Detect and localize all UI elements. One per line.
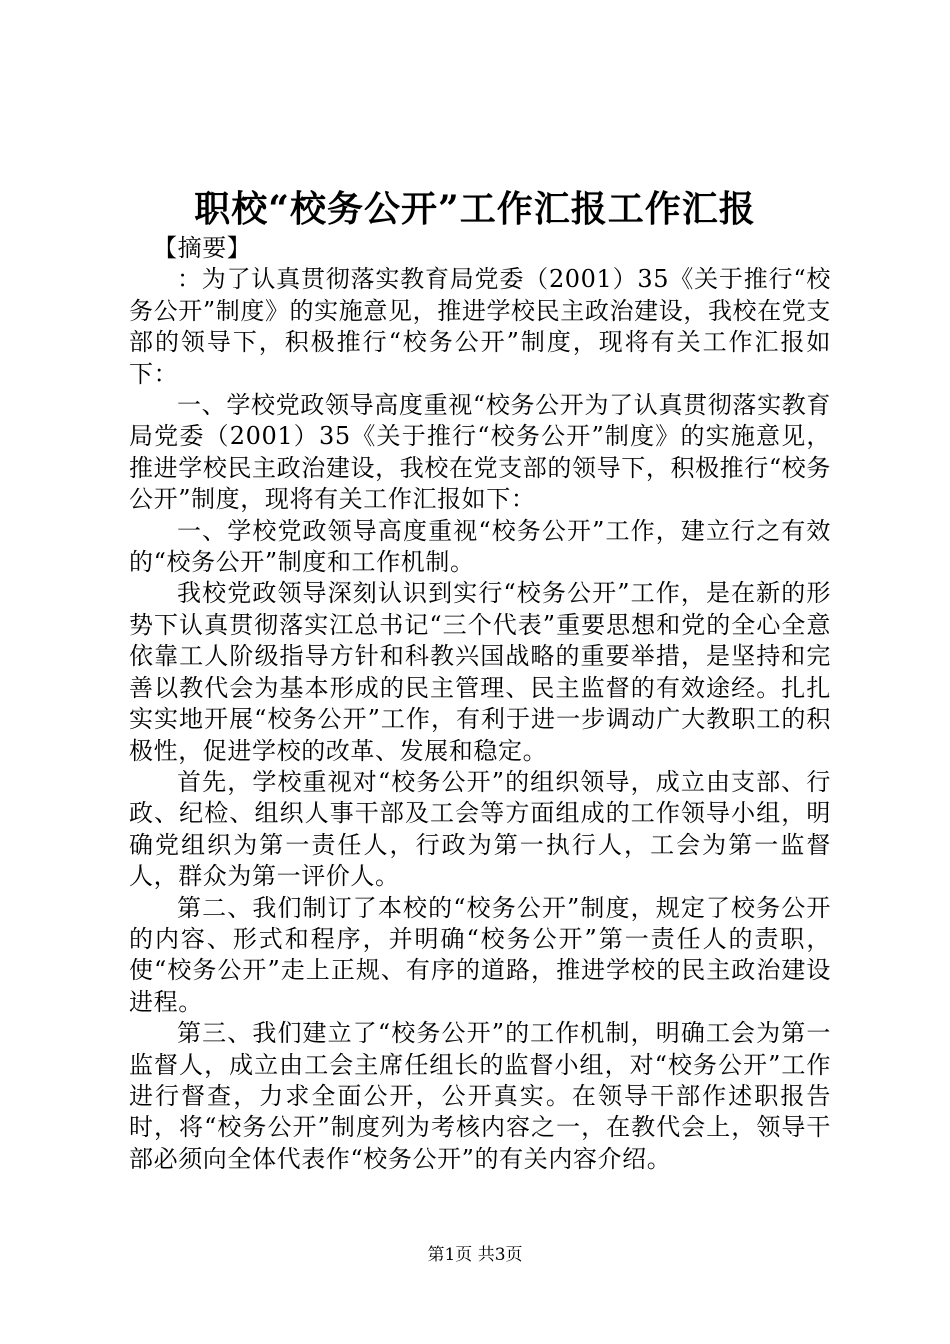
paragraph-3: 我校党政领导深刻认识到实行“校务公开”工作，是在新的形势下认真贯彻落实江总书记“三个代表”重要思想和党的全心全意依靠工人阶级指导方针和科教兴国战略的重要举措，是坚持和完善以教代会为基本形成的民主管理、民主监督的有效途经。扎扎实实地开展“校务公开”工作，有利于进一步调动广大教职工的积极性，促进学校的改革、发展和稳定。 [129,579,831,765]
paragraph-intro: ：为了认真贯彻落实教育局党委（2001）35《关于推行“校务公开”制度》的实施意见，推进学校民主政治建设，我校在党支部的领导下，积极推行“校务公开”制度，现将有关工作汇报如下： [129,265,831,388]
paragraph-6: 第三、我们建立了“校务公开”的工作机制，明确工会为第一监督人，成立由工会主席任组长的监督小组，对“校务公开”工作进行督查，力求全面公开，公开真实。在领导干部作述职报告时，将“校务公开”制度列为考核内容之一，在教代会上，领导干部必须向全体代表作“校务公开”的有关内容介绍。 [129,1019,831,1173]
page-footer: 第1页 共3页 [427,1245,523,1265]
paragraph-1: 一、学校党政领导高度重视“校务公开为了认真贯彻落实教育局党委（2001）35《关于推行“校务公开”制度》的实施意见，推进学校民主政治建设，我校在党支部的领导下，积极推行“校务公开”制度，现将有关工作汇报如下： [129,391,831,514]
paragraph-2: 一、学校党政领导高度重视“校务公开”工作，建立行之有效的“校务公开”制度和工作机制。 [129,516,831,577]
paragraph-4: 首先，学校重视对“校务公开”的组织领导，成立由支部、行政、纪检、组织人事干部及工会等方面组成的工作领导小组，明确党组织为第一责任人，行政为第一执行人，工会为第一监督人，群众为第一评价人。 [129,767,831,891]
paragraph-5: 第二、我们制订了本校的“校务公开”制度，规定了校务公开的内容、形式和程序，并明确“校务公开”第一责任人的责职，使“校务公开”走上正规、有序的道路，推进学校的民主政治建设进程。 [129,893,831,1016]
document-body [129,233,831,1175]
document-title: 职校“校务公开”工作汇报工作汇报 [194,188,756,230]
abstract-label: 【摘要】 [153,234,252,262]
